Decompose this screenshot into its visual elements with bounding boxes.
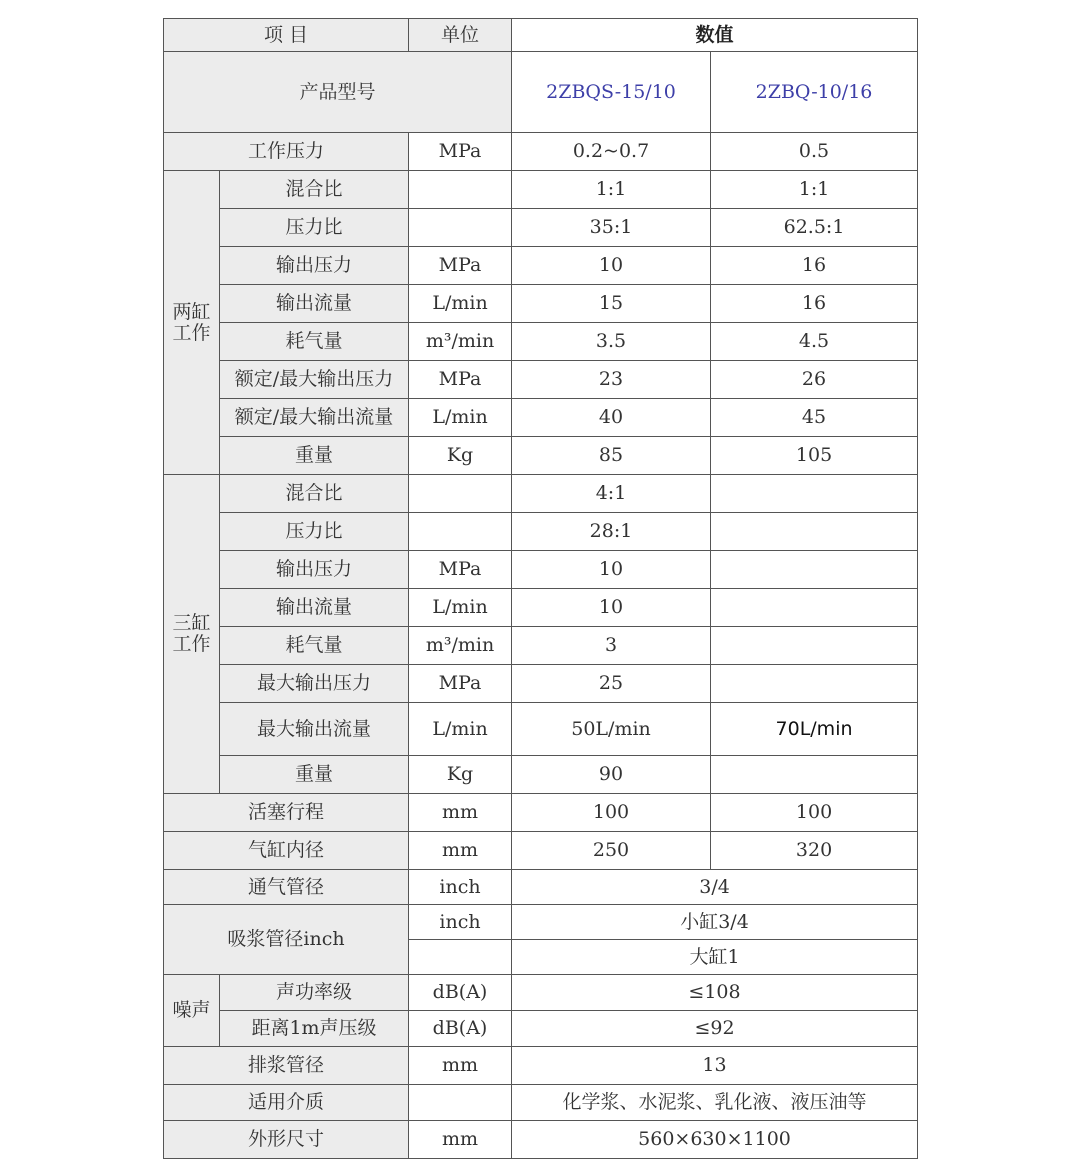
table-row <box>164 285 918 323</box>
row-value-a: 10 <box>512 589 711 627</box>
row-value-a: 40 <box>512 399 711 437</box>
row-label: 耗气量 <box>220 323 409 361</box>
row-value: 560×630×1100 <box>512 1121 918 1159</box>
row-value-b: 320 <box>711 832 918 870</box>
table-row <box>164 1047 918 1085</box>
row-value-a: 100 <box>512 794 711 832</box>
row-value-a: 15 <box>512 285 711 323</box>
row-value-a: 3.5 <box>512 323 711 361</box>
row-value-a: 50L/min <box>512 703 711 756</box>
row-label: 适用介质 <box>164 1085 409 1121</box>
header-value: 数值 <box>512 19 918 52</box>
row-value-large: 大缸1 <box>512 940 918 975</box>
row-value: ≤108 <box>512 975 918 1011</box>
row-unit: Kg <box>409 437 512 475</box>
model-a: 2ZBQS-15/10 <box>512 52 711 133</box>
row-label: 耗气量 <box>220 627 409 665</box>
table-row <box>164 171 918 209</box>
table-row <box>164 399 918 437</box>
row-value-b <box>711 665 918 703</box>
table-row <box>164 551 918 589</box>
row-value: 13 <box>512 1047 918 1085</box>
table-row <box>164 475 918 513</box>
row-value-b: 16 <box>711 247 918 285</box>
table-row <box>164 589 918 627</box>
row-label: 声功率级 <box>220 975 409 1011</box>
group-label-two-cylinder: 两缸工作 <box>164 171 220 475</box>
row-value: 3/4 <box>512 870 918 905</box>
row-value-b: 70L/min <box>711 703 918 756</box>
row-unit-empty <box>409 940 512 975</box>
row-unit <box>409 513 512 551</box>
row-label: 混合比 <box>220 475 409 513</box>
row-value-a: 10 <box>512 247 711 285</box>
table-row <box>164 870 918 905</box>
row-unit: MPa <box>409 665 512 703</box>
row-unit: mm <box>409 832 512 870</box>
row-value-small: 小缸3/4 <box>512 905 918 940</box>
row-value-b <box>711 756 918 794</box>
table-header-row <box>164 19 918 52</box>
table-row <box>164 703 918 756</box>
row-label: 吸浆管径inch <box>164 905 409 975</box>
row-label: 最大输出压力 <box>220 665 409 703</box>
row-unit: L/min <box>409 399 512 437</box>
row-unit: L/min <box>409 589 512 627</box>
table-row <box>164 1121 918 1159</box>
row-label: 额定/最大输出流量 <box>220 399 409 437</box>
row-label: 重量 <box>220 437 409 475</box>
row-label: 距离1m声压级 <box>220 1011 409 1047</box>
row-label: 活塞行程 <box>164 794 409 832</box>
group-label-three-cylinder: 三缸工作 <box>164 475 220 794</box>
row-unit: MPa <box>409 551 512 589</box>
table-row <box>164 1085 918 1121</box>
row-label: 工作压力 <box>164 133 409 171</box>
header-unit: 单位 <box>409 19 512 52</box>
product-model-row <box>164 52 918 133</box>
table-row <box>164 361 918 399</box>
row-unit: L/min <box>409 285 512 323</box>
row-label: 气缸内径 <box>164 832 409 870</box>
row-label: 输出压力 <box>220 247 409 285</box>
row-label: 通气管径 <box>164 870 409 905</box>
row-value-b <box>711 475 918 513</box>
row-value-b: 62.5:1 <box>711 209 918 247</box>
row-value-a: 4:1 <box>512 475 711 513</box>
row-label: 排浆管径 <box>164 1047 409 1085</box>
header-item: 项 目 <box>164 19 409 52</box>
row-value-a: 25 <box>512 665 711 703</box>
row-unit: Kg <box>409 756 512 794</box>
table-row <box>164 794 918 832</box>
row-value-b: 105 <box>711 437 918 475</box>
row-label: 输出压力 <box>220 551 409 589</box>
row-unit: mm <box>409 794 512 832</box>
table-row <box>164 437 918 475</box>
row-unit: m³/min <box>409 323 512 361</box>
row-value-a: 90 <box>512 756 711 794</box>
group-label-noise: 噪声 <box>164 975 220 1047</box>
table-row <box>164 323 918 361</box>
row-value-a: 1:1 <box>512 171 711 209</box>
row-label: 压力比 <box>220 209 409 247</box>
row-unit <box>409 171 512 209</box>
row-unit: MPa <box>409 247 512 285</box>
table-row <box>164 133 918 171</box>
row-value-b <box>711 589 918 627</box>
row-value: 化学浆、水泥浆、乳化液、液压油等 <box>512 1085 918 1121</box>
row-value-b <box>711 627 918 665</box>
row-value-a: 0.2~0.7 <box>512 133 711 171</box>
table-row <box>164 832 918 870</box>
table-row <box>164 905 918 940</box>
row-unit: inch <box>409 870 512 905</box>
product-label: 产品型号 <box>164 52 512 133</box>
row-value-a: 85 <box>512 437 711 475</box>
row-value: ≤92 <box>512 1011 918 1047</box>
row-label: 输出流量 <box>220 285 409 323</box>
row-label: 压力比 <box>220 513 409 551</box>
spec-table <box>163 18 918 1159</box>
row-value-b: 16 <box>711 285 918 323</box>
table-row <box>164 975 918 1011</box>
row-unit <box>409 1085 512 1121</box>
table-row <box>164 756 918 794</box>
row-value-b: 100 <box>711 794 918 832</box>
row-unit <box>409 209 512 247</box>
row-value-b: 0.5 <box>711 133 918 171</box>
row-value-b: 4.5 <box>711 323 918 361</box>
table-row <box>164 1011 918 1047</box>
row-unit: MPa <box>409 133 512 171</box>
row-unit <box>409 475 512 513</box>
row-value-b: 26 <box>711 361 918 399</box>
row-label: 输出流量 <box>220 589 409 627</box>
row-label: 最大输出流量 <box>220 703 409 756</box>
row-unit: mm <box>409 1047 512 1085</box>
row-value-a: 10 <box>512 551 711 589</box>
table-row <box>164 627 918 665</box>
row-unit: L/min <box>409 703 512 756</box>
row-value-b <box>711 513 918 551</box>
model-b: 2ZBQ-10/16 <box>711 52 918 133</box>
row-value-b: 45 <box>711 399 918 437</box>
row-label: 混合比 <box>220 171 409 209</box>
table-row <box>164 665 918 703</box>
row-value-a: 23 <box>512 361 711 399</box>
row-unit: mm <box>409 1121 512 1159</box>
table-row <box>164 209 918 247</box>
row-unit: m³/min <box>409 627 512 665</box>
row-unit: inch <box>409 905 512 940</box>
row-value-a: 250 <box>512 832 711 870</box>
row-unit: dB(A) <box>409 975 512 1011</box>
row-value-a: 3 <box>512 627 711 665</box>
table-row <box>164 247 918 285</box>
row-label: 重量 <box>220 756 409 794</box>
table-row <box>164 513 918 551</box>
row-unit: dB(A) <box>409 1011 512 1047</box>
row-unit: MPa <box>409 361 512 399</box>
row-label: 外形尺寸 <box>164 1121 409 1159</box>
row-value-b: 1:1 <box>711 171 918 209</box>
row-value-a: 35:1 <box>512 209 711 247</box>
row-value-b <box>711 551 918 589</box>
row-value-a: 28:1 <box>512 513 711 551</box>
row-label: 额定/最大输出压力 <box>220 361 409 399</box>
